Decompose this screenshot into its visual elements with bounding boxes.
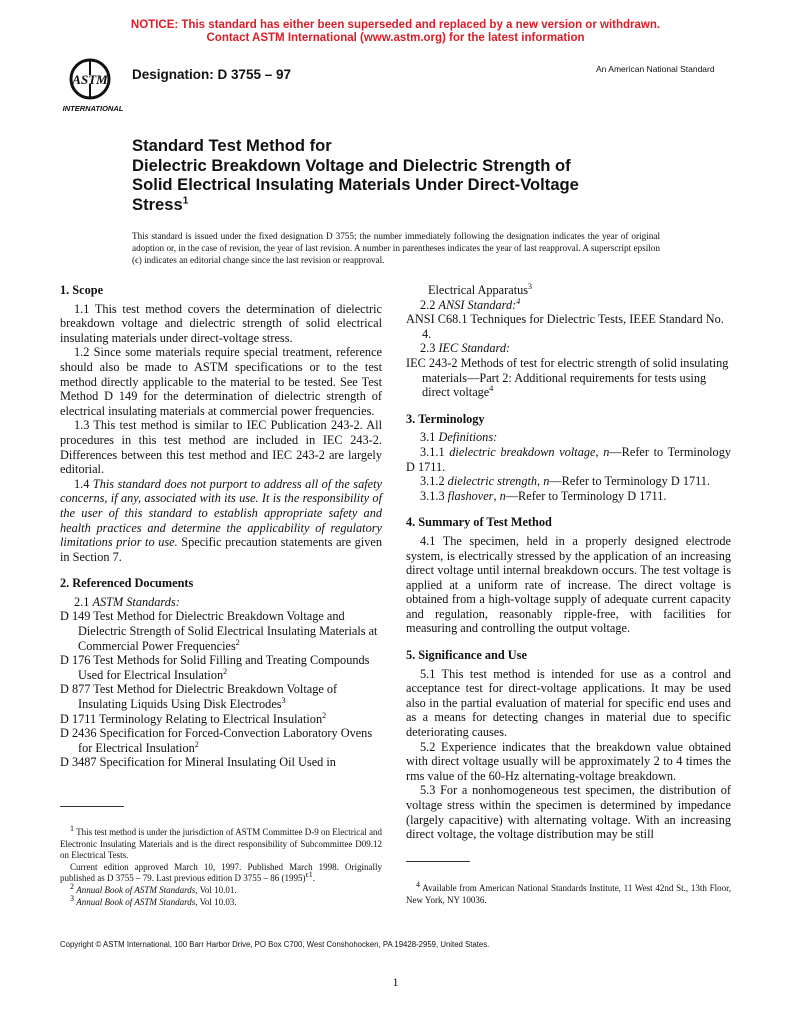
notice-line-2: Contact ASTM International (www.astm.org) for the latest information xyxy=(206,32,585,44)
title-line-1: Standard Test Method for xyxy=(132,136,332,155)
def-3-1-2: 3.1.2 dielectric strength, n—Refer to Terminology D 1711. xyxy=(420,474,711,489)
section-5-heading: 5. Significance and Use xyxy=(406,648,527,663)
withdrawal-notice xyxy=(0,19,791,45)
ref-d176: D 176 Test Methods for Solid Filling and Treating Compounds Used for Electrical Insulation$^2$ xyxy=(60,653,370,682)
def-3-1-1: 3.1.1 dielectric breakdown voltage, n—Refer to Terminology D 1711. xyxy=(406,444,731,474)
ref-d877: D 877 Test Method for Dielectric Breakdown Voltage of Insulating Liquids Using Disk Electrodes$^3$ xyxy=(60,682,338,712)
designation: Designation: D 3755 – 97 xyxy=(132,67,292,82)
para-1-1: 1.1 This test method covers the determination of dielectric breakdown voltage and dielectric strength of solid electrical insulating materials under direct-voltage stress. xyxy=(60,301,382,345)
footnote-rule-left xyxy=(60,806,124,807)
footnote-1: $^1$ This test method is under the jurisdiction of ASTM Committee D-9 on Electrical and Electronic Insulating Materials and is the direct responsibility of Subcommittee D09.12 on Electrical Tests. xyxy=(60,824,382,861)
section-2-heading: 2. Referenced Documents xyxy=(60,576,194,591)
footnote-rule-right xyxy=(406,861,470,862)
iec-standard-label: 2.3 IEC Standard: xyxy=(420,341,511,356)
ansi-standard-label: 2.2 ANSI Standard:$^4$ xyxy=(420,296,521,312)
para-1-3: 1.3 This test method is similar to IEC Publication 243-2. All procedures in this test method are included in IEC 243-2. Differences between this test method and IEC 243-2 are largely editorial. xyxy=(60,418,382,477)
ref-d2436: D 2436 Specification for Forced-Convection Laboratory Ovens for Electrical Insulation$^2$ xyxy=(60,726,373,755)
section-4-heading: 4. Summary of Test Method xyxy=(406,515,552,530)
title-line-4: Stress xyxy=(132,194,183,214)
document-title xyxy=(132,136,692,214)
para-5-3: 5.3 For a nonhomogeneous test specimen, the distribution of voltage stress within the specimen is determined by impedance (largely capacitive) with alternating voltage. With an increasing direct voltage, the voltage distribution may be still xyxy=(406,783,731,842)
copyright-line: Copyright © ASTM International, 100 Barr Harbor Drive, PO Box C700, West Conshohocken, PA 19428-2959, United States. xyxy=(60,940,490,949)
ref-d3487-end: Electrical Apparatus$^3$ xyxy=(428,281,533,297)
definitions-label: 3.1 Definitions: xyxy=(420,430,498,445)
para-4-1: 4.1 The specimen, held in a properly designed electrode system, is electrically stressed by the application of an increasing direct voltage until internal breakdown occurs. The test voltage is applied at a uniform rate of increase. The direct voltage is obtained from a high-voltage supply of adequate current capacity and regulation, reasonably ripple-free, with facilities for measuring and controlling the output voltage. xyxy=(406,533,731,636)
ref-d1711: D 1711 Terminology Relating to Electrical Insulation$^2$ xyxy=(60,710,327,726)
issuance-statement: This standard is issued under the fixed designation D 3755; the number immediately following the designation indicates the year of original adoption or, in the case of revision, the year of last revision. A number in parentheses indicates the year of last reapproval. A superscript epsilon (ϵ) indicates an editorial change since the last revision or reapproval. xyxy=(132,231,660,265)
para-5-2: 5.2 Experience indicates that the breakdown value obtained with direct voltage usually will be approximately 2 to 4 times the rms value of the 60-Hz alternating-voltage breakdown. xyxy=(406,739,731,783)
section-1-heading: 1. Scope xyxy=(60,283,104,297)
ref-d149: D 149 Test Method for Dielectric Breakdown Voltage and Dielectric Strength of Solid Electrical Insulating Materials at Commercial Power Frequencies$^2$ xyxy=(60,609,378,653)
left-column xyxy=(60,283,382,770)
footnote-4: $^4$ Available from American National Standards Institute, 11 West 42nd St., 13th Floor, New York, NY 10036. xyxy=(406,880,732,905)
footnote-2: $^2$ Annual Book of ASTM Standards, Vol 10.01. xyxy=(70,881,237,895)
title-footnote-ref: 1 xyxy=(182,194,189,206)
para-1-2: 1.2 Since some materials require special treatment, reference should also be made to ASTM specifications or to the test method directly applicable to the material to be tested. See Test Method D 149 for the determination of dielectric strength of electrical insulating materials at commercial power frequencies. xyxy=(60,345,382,418)
title-line-3: Solid Electrical Insulating Materials Under Direct-Voltage xyxy=(132,175,579,194)
def-3-1-3: 3.1.3 flashover, n—Refer to Terminology D 1711. xyxy=(420,488,667,503)
ref-ansi-c68: ANSI C68.1 Techniques for Dielectric Tests, IEEE Standard No. 4. xyxy=(406,312,724,341)
section-3-heading: 3. Terminology xyxy=(406,411,485,426)
page-number: 1 xyxy=(392,975,399,989)
astm-logo xyxy=(60,55,126,115)
para-5-1: 5.1 This test method is intended for use as a control and acceptance test for direct-voltage applications. It may be used also in the partial evaluation of material for specific end uses and as a means for detecting changes in material due to specific deteriorating causes. xyxy=(406,666,731,740)
title-line-2: Dielectric Breakdown Voltage and Dielectric Strength of xyxy=(132,155,571,175)
ref-iec-243-2: IEC 243-2 Methods of test for electric strength of solid insulating materials—Part 2: Additional requirements for tests using direct voltage$^4$ xyxy=(406,355,729,400)
logo-subtext: INTERNATIONAL xyxy=(62,104,124,113)
notice-line-1: NOTICE: This standard has either been superseded and replaced by a new version or withdrawn. xyxy=(130,19,661,31)
logo-text: ASTM xyxy=(72,72,108,87)
astm-logo-mark xyxy=(60,55,126,115)
footnotes-right xyxy=(406,880,732,906)
astm-standards-label: 2.1 ASTM Standards: xyxy=(74,594,180,609)
para-1-4: 1.4 This standard does not purport to address all of the safety concerns, if any, associated with its use. It is the responsibility of the user of this standard to establish appropriate safety and health practices and determine the applicability of regulatory limitations prior to use. Specific precaution statements are given in Section 7. xyxy=(60,476,382,564)
footnote-3: $^3$ Annual Book of ASTM Standards, Vol 10.03. xyxy=(70,893,237,907)
footnotes-left xyxy=(60,824,382,908)
ref-d3487-start: D 3487 Specification for Mineral Insulating Oil Used in xyxy=(60,755,336,770)
footnote-1b: Current edition approved March 10, 1997. Published March 1998. Originally published as D 3755 – 79. Last previous edition D 3755 – 86 $(1995)^{\epsilon 1}$. xyxy=(60,861,382,884)
national-standard-label: An American National Standard xyxy=(596,64,715,74)
right-column xyxy=(406,283,731,842)
